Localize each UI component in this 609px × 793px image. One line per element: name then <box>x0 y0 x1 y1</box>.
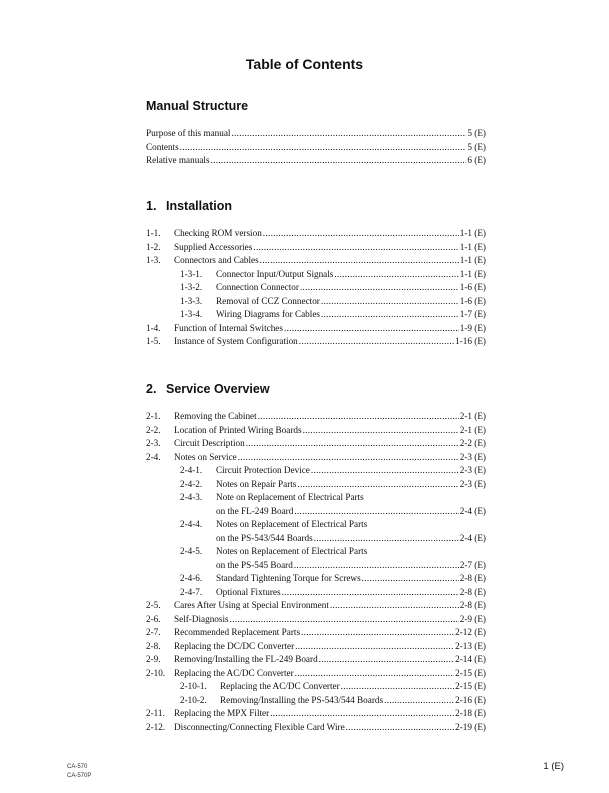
toc-entry[interactable]: 2-1. Removing the Cabinet ..... 2-1 (E) <box>146 410 486 424</box>
toc-subentry[interactable]: 2-4-6. Standard Tightening Torque for Screws ..... 2-8 (E) <box>146 572 486 586</box>
toc-subentry[interactable]: 2-4-2. Notes on Repair Parts ..... 2-3 (E) <box>146 478 486 492</box>
toc-manual-structure <box>146 127 486 168</box>
toc-entry[interactable]: 2-3. Circuit Description ..... 2-2 (E) <box>146 437 486 451</box>
section-heading-service-overview <box>146 382 270 396</box>
toc-entry[interactable]: 1-5. Instance of System Configuration ..... 1-16 (E) <box>146 335 486 349</box>
toc-subentry[interactable]: 2-4-5. Notes on Replacement of Electrical Parts <box>180 546 368 556</box>
toc-entry[interactable]: 2-2. Location of Printed Wiring Boards ..... 2-1 (E) <box>146 424 486 438</box>
toc-entry[interactable]: 2-10. Replacing the AC/DC Converter ..... 2-15 (E) <box>146 667 486 681</box>
section-number: 2. <box>146 382 157 396</box>
footer-page-number: 1 (E) <box>543 761 564 772</box>
section-title: Installation <box>166 199 232 213</box>
footer-model-number: CA-570 <box>67 764 88 770</box>
page-title: Table of Contents <box>245 56 364 72</box>
toc-subentry-continuation[interactable]: on the PS-545 Board ..... 2-7 (E) <box>146 559 486 573</box>
toc-entry-title: Purpose of this manual <box>146 128 231 138</box>
footer-model-number: CA-570P <box>67 773 92 779</box>
toc-entry[interactable] <box>146 154 486 168</box>
toc-subentry[interactable]: 2-10-2. Removing/Installing the PS-543/544 Boards ..... 2-16 (E) <box>146 694 486 708</box>
toc-service-overview <box>146 410 486 734</box>
toc-entry[interactable] <box>146 127 486 141</box>
toc-entry[interactable]: 2-11. Replacing the MPX Filter ..... 2-18 (E) <box>146 707 486 721</box>
toc-entry[interactable]: 2-9. Removing/Installing the FL-249 Board ..... 2-14 (E) <box>146 653 486 667</box>
toc-subentry[interactable]: 2-4-3. Note on Replacement of Electrical Parts <box>180 492 364 502</box>
toc-subentry[interactable]: 1-3-4. Wiring Diagrams for Cables ..... 1-7 (E) <box>146 308 486 322</box>
toc-subentry[interactable]: 2-4-4. Notes on Replacement of Electrical Parts <box>180 519 368 529</box>
toc-entry-title: Relative manuals <box>146 155 210 165</box>
toc-subentry[interactable]: 2-4-1. Circuit Protection Device ..... 2-3 (E) <box>146 464 486 478</box>
toc-entry[interactable] <box>146 141 486 155</box>
toc-subentry-continuation[interactable]: on the FL-249 Board ..... 2-4 (E) <box>146 505 486 519</box>
toc-entry-page: 5 (E) <box>467 128 486 138</box>
toc-entry-page: 6 (E) <box>467 155 486 165</box>
toc-subentry[interactable]: 2-10-1. Replacing the AC/DC Converter ..... 2-15 (E) <box>146 680 486 694</box>
toc-entry[interactable]: 2-4. Notes on Service ..... 2-3 (E) <box>146 451 486 465</box>
toc-subentry[interactable]: 2-4-7. Optional Fixtures ..... 2-8 (E) <box>146 586 486 600</box>
toc-entry-page: 5 (E) <box>467 141 486 152</box>
toc-entry[interactable]: 1-1. Checking ROM version ..... 1-1 (E) <box>146 227 486 241</box>
section-heading-installation <box>146 199 232 213</box>
toc-entry[interactable]: 1-4. Function of Internal Switches ..... 1-9 (E) <box>146 322 486 336</box>
toc-entry[interactable]: 1-3. Connectors and Cables ..... 1-1 (E) <box>146 254 486 268</box>
toc-entry[interactable]: 2-5. Cares After Using at Special Environment ..... 2-8 (E) <box>146 599 486 613</box>
toc-subentry[interactable]: 1-3-3. Removal of CCZ Connector ..... 1-6 (E) <box>146 295 486 309</box>
section-number: 1. <box>146 199 157 213</box>
toc-entry[interactable]: 1-2. Supplied Accessories ..... 1-1 (E) <box>146 241 486 255</box>
section-title: Service Overview <box>166 382 270 396</box>
toc-entry-title: Contents <box>146 141 179 152</box>
toc-entry[interactable]: 2-7. Recommended Replacement Parts ..... 2-12 (E) <box>146 626 486 640</box>
toc-subentry[interactable]: 1-3-1. Connector Input/Output Signals ..... 1-1 (E) <box>146 268 486 282</box>
toc-entry[interactable]: 2-12. Disconnecting/Connecting Flexible Card Wire ..... 2-19 (E) <box>146 721 486 735</box>
toc-entry[interactable]: 2-6. Self-Diagnosis ..... 2-9 (E) <box>146 613 486 627</box>
toc-installation <box>146 227 486 349</box>
toc-subentry[interactable]: 1-3-2. Connection Connector ..... 1-6 (E) <box>146 281 486 295</box>
toc-entry[interactable]: 2-8. Replacing the DC/DC Converter ..... 2-13 (E) <box>146 640 486 654</box>
toc-subentry-continuation[interactable]: on the PS-543/544 Boards ..... 2-4 (E) <box>146 532 486 546</box>
section-heading-manual-structure: Manual Structure <box>146 99 249 113</box>
